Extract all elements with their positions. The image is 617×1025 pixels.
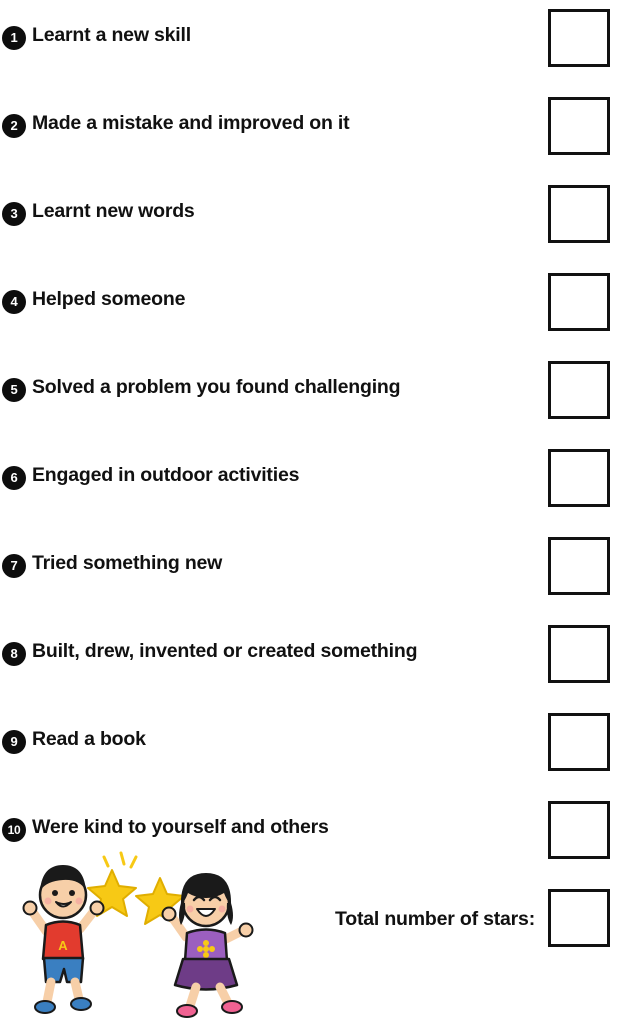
checklist-row [0,264,617,352]
checklist-item-label: Tried something new [32,552,223,574]
checklist-item-label: Learnt new words [32,200,195,222]
checklist-item-label: Read a book [32,728,146,750]
two-children-jumping-with-stars-illustration [20,845,290,1020]
checkbox-item-5[interactable] [548,361,610,419]
checklist-row [0,176,617,264]
item-number-badge: 5 [2,378,26,402]
checklist-item-label: Helped someone [32,288,186,310]
checklist-item-label: Made a mistake and improved on it [32,112,350,134]
sparkle-lines-icon [104,853,136,867]
checkbox-item-6[interactable] [548,449,610,507]
checklist-row [0,616,617,704]
checkbox-item-7[interactable] [548,537,610,595]
item-number-badge: 7 [2,554,26,578]
item-number-badge: 3 [2,202,26,226]
checkbox-item-8[interactable] [548,625,610,683]
checklist-row [0,528,617,616]
total-stars-label: Total number of stars: [334,908,535,930]
checklist-item-label: Were kind to yourself and others [32,816,329,838]
checkbox-item-4[interactable] [548,273,610,331]
checkbox-item-1[interactable] [548,9,610,67]
item-number-badge: 9 [2,730,26,754]
checklist-item-label: Engaged in outdoor activities [32,464,300,486]
svg-text:A: A [58,938,68,953]
checkbox-item-2[interactable] [548,97,610,155]
checkbox-item-3[interactable] [548,185,610,243]
checklist-row [0,440,617,528]
item-number-badge: 1 [2,26,26,50]
checkbox-item-9[interactable] [548,713,610,771]
checklist-item-label: Learnt a new skill [32,24,191,46]
checklist-row [0,352,617,440]
item-number-badge: 8 [2,642,26,666]
checklist-row [0,704,617,792]
item-number-badge: 6 [2,466,26,490]
item-number-badge: 2 [2,114,26,138]
checklist-item-label: Solved a problem you found challenging [32,376,401,398]
checklist-item-label: Built, drew, invented or created something [32,640,418,662]
checkbox-item-10[interactable] [548,801,610,859]
checklist-row [0,88,617,176]
item-number-badge: 4 [2,290,26,314]
item-number-badge: 10 [2,818,26,842]
total-stars-box[interactable] [548,889,610,947]
checklist-row [0,0,617,88]
